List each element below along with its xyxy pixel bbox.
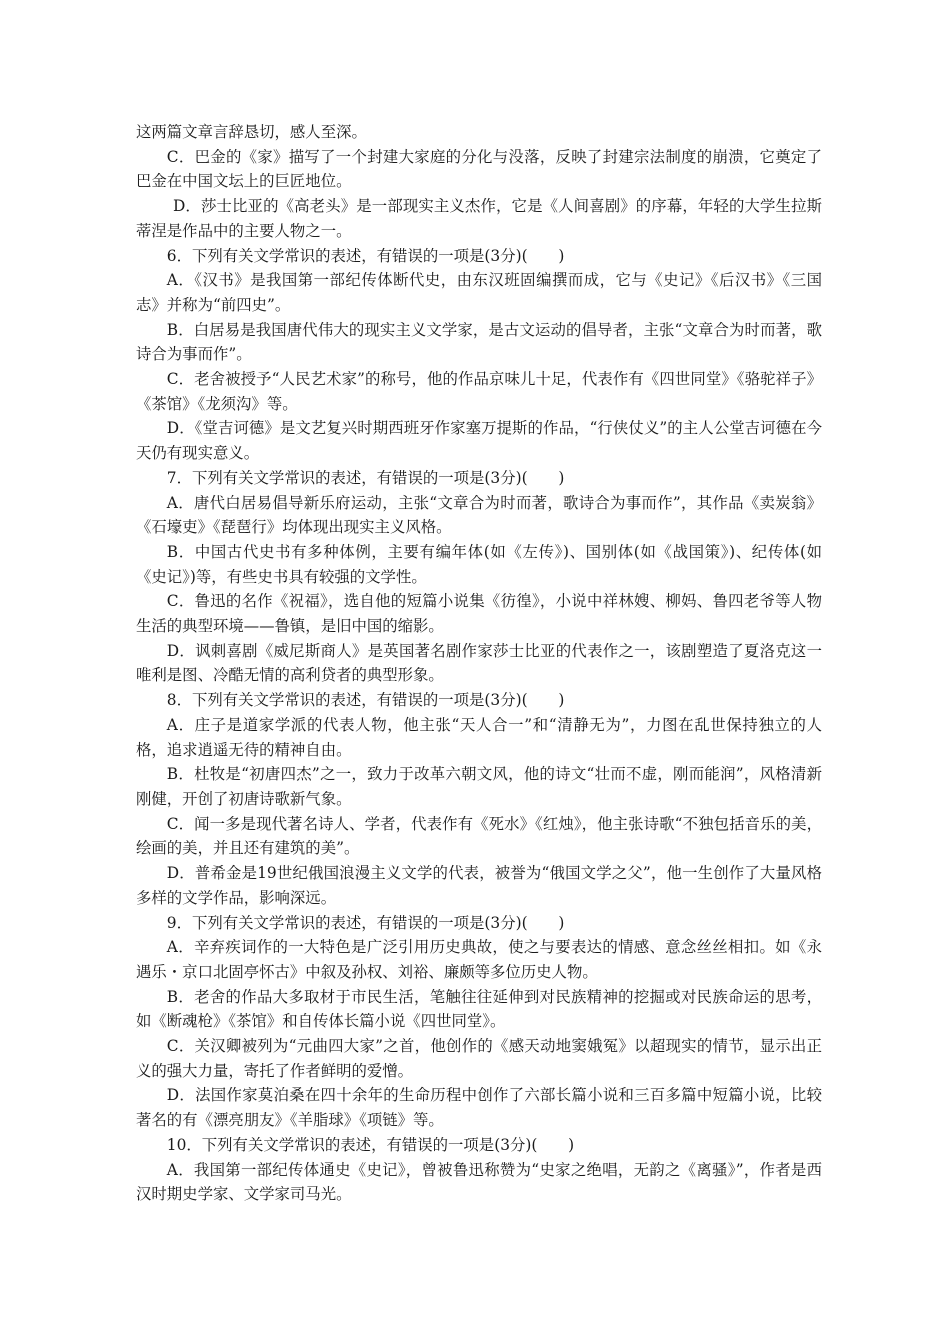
option-d-q6: D．《堂吉诃德》是文艺复兴时期西班牙作家塞万提斯的作品，“行侠仗义”的主人公堂吉诃德在今天仍有现实意义。 [136, 419, 822, 463]
option-a-q8: A．庄子是道家学派的代表人物，他主张“天人合一”和“清静无为”，力图在乱世保持独立的人格，追求逍遥无待的精神自由。 [136, 715, 822, 759]
option-b-q8: B．杜牧是“初唐四杰”之一，致力于改革六朝文风，他的诗文“壮而不虚，刚而能润”，风格清新刚健，开创了初唐诗歌新气象。 [136, 765, 822, 808]
option-a-q7: A．唐代白居易倡导新乐府运动，主张“文章合为时而著，歌诗合为事而作”，其作品《卖炭翁》《石壕吏》《琵琶行》均体现出现实主义风格。 [136, 493, 822, 537]
option-c-q7: C．鲁迅的名作《祝福》，选自他的短篇小说集《彷徨》，小说中祥林嫂、柳妈、鲁四老爷等人物生活的典型环境——鲁镇，是旧中国的缩影。 [136, 592, 822, 636]
option-a-q6: A．《汉书》是我国第一部纪传体断代史，由东汉班固编撰而成，它与《史记》《后汉书》《三国志》并称为“前四史”。 [136, 271, 822, 314]
option-a-q9: A．辛弃疾词作的一大特色是广泛引用历史典故，使之与要表达的情感、意念丝丝相扣。如《永遇乐・京口北固亭怀古》中叙及孙权、刘裕、廉颇等多位历史人物。 [136, 938, 822, 981]
option-a-q10: A．我国第一部纪传体通史《史记》，曾被鲁迅称赞为“史家之绝唱，无韵之《离骚》”，作者是西汉时期史学家、文学家司马光。 [136, 1160, 822, 1204]
option-c-q5: C．巴金的《家》描写了一个封建大家庭的分化与没落，反映了封建宗法制度的崩溃，它奠定了巴金在中国文坛上的巨匠地位。 [136, 147, 822, 191]
document-page [136, 120, 822, 1207]
option-c-q8: C．闻一多是现代著名诗人、学者，代表作有《死水》《红烛》，他主张诗歌“不独包括音乐的美，绘画的美，并且还有建筑的美”。 [136, 814, 822, 858]
option-d-q8: D．普希金是19世纪俄国浪漫主义文学的代表，被誉为“俄国文学之父”，他一生创作了大量风格多样的文学作品，影响深远。 [136, 864, 822, 907]
question-7: 7．下列有关文学常识的表述，有错误的一项是(3分)( ) [166, 468, 565, 487]
option-b-q7: B．中国古代史书有多种体例，主要有编年体(如《左传》)、国别体(如《战国策》)、纪传体(如《史记》)等，有些史书具有较强的文学性。 [136, 542, 822, 586]
option-c-q6: C．老舍被授予“人民艺术家”的称号，他的作品京味儿十足，代表作有《四世同堂》《骆驼祥子》《茶馆》《龙须沟》等。 [136, 370, 822, 413]
question-9: 9．下列有关文学常识的表述，有错误的一项是(3分)( ) [166, 913, 565, 932]
question-8: 8．下列有关文学常识的表述，有错误的一项是(3分)( ) [166, 691, 565, 710]
option-b-q6: B．白居易是我国唐代伟大的现实主义文学家，是古文运动的倡导者，主张“文章合为时而著，歌诗合为事而作”。 [136, 320, 822, 364]
option-d-q5: D．莎士比亚的《高老头》是一部现实主义杰作，它是《人间喜剧》的序幕，年轻的大学生拉斯蒂涅是作品中的主要人物之一。 [136, 197, 822, 240]
question-6: 6．下列有关文学常识的表述，有错误的一项是(3分)( ) [166, 246, 565, 265]
option-c-q9: C．关汉卿被列为“元曲四大家”之首，他创作的《感天动地窦娥冤》以超现实的情节，显示出正义的强大力量，寄托了作者鲜明的爱憎。 [136, 1037, 822, 1080]
option-d-q9: D．法国作家莫泊桑在四十余年的生命历程中创作了六部长篇小说和三百多篇中短篇小说，比较著名的有《漂亮朋友》《羊脂球》《项链》等。 [136, 1086, 822, 1130]
question-10: 10．下列有关文学常识的表述，有错误的一项是(3分)( ) [166, 1135, 575, 1154]
option-b-q9: B．老舍的作品大多取材于市民生活，笔触往往延伸到对民族精神的挖掘或对民族命运的思考，如《断魂枪》《茶馆》和自传体长篇小说《四世同堂》。 [136, 987, 822, 1031]
option-d-q7: D．讽刺喜剧《威尼斯商人》是英国著名剧作家莎士比亚的代表作之一，该剧塑造了夏洛克这一唯利是图、冷酷无情的高利贷者的典型形象。 [136, 641, 822, 685]
paragraph-continuation: 这两篇文章言辞恳切，感人至深。 [136, 123, 367, 141]
